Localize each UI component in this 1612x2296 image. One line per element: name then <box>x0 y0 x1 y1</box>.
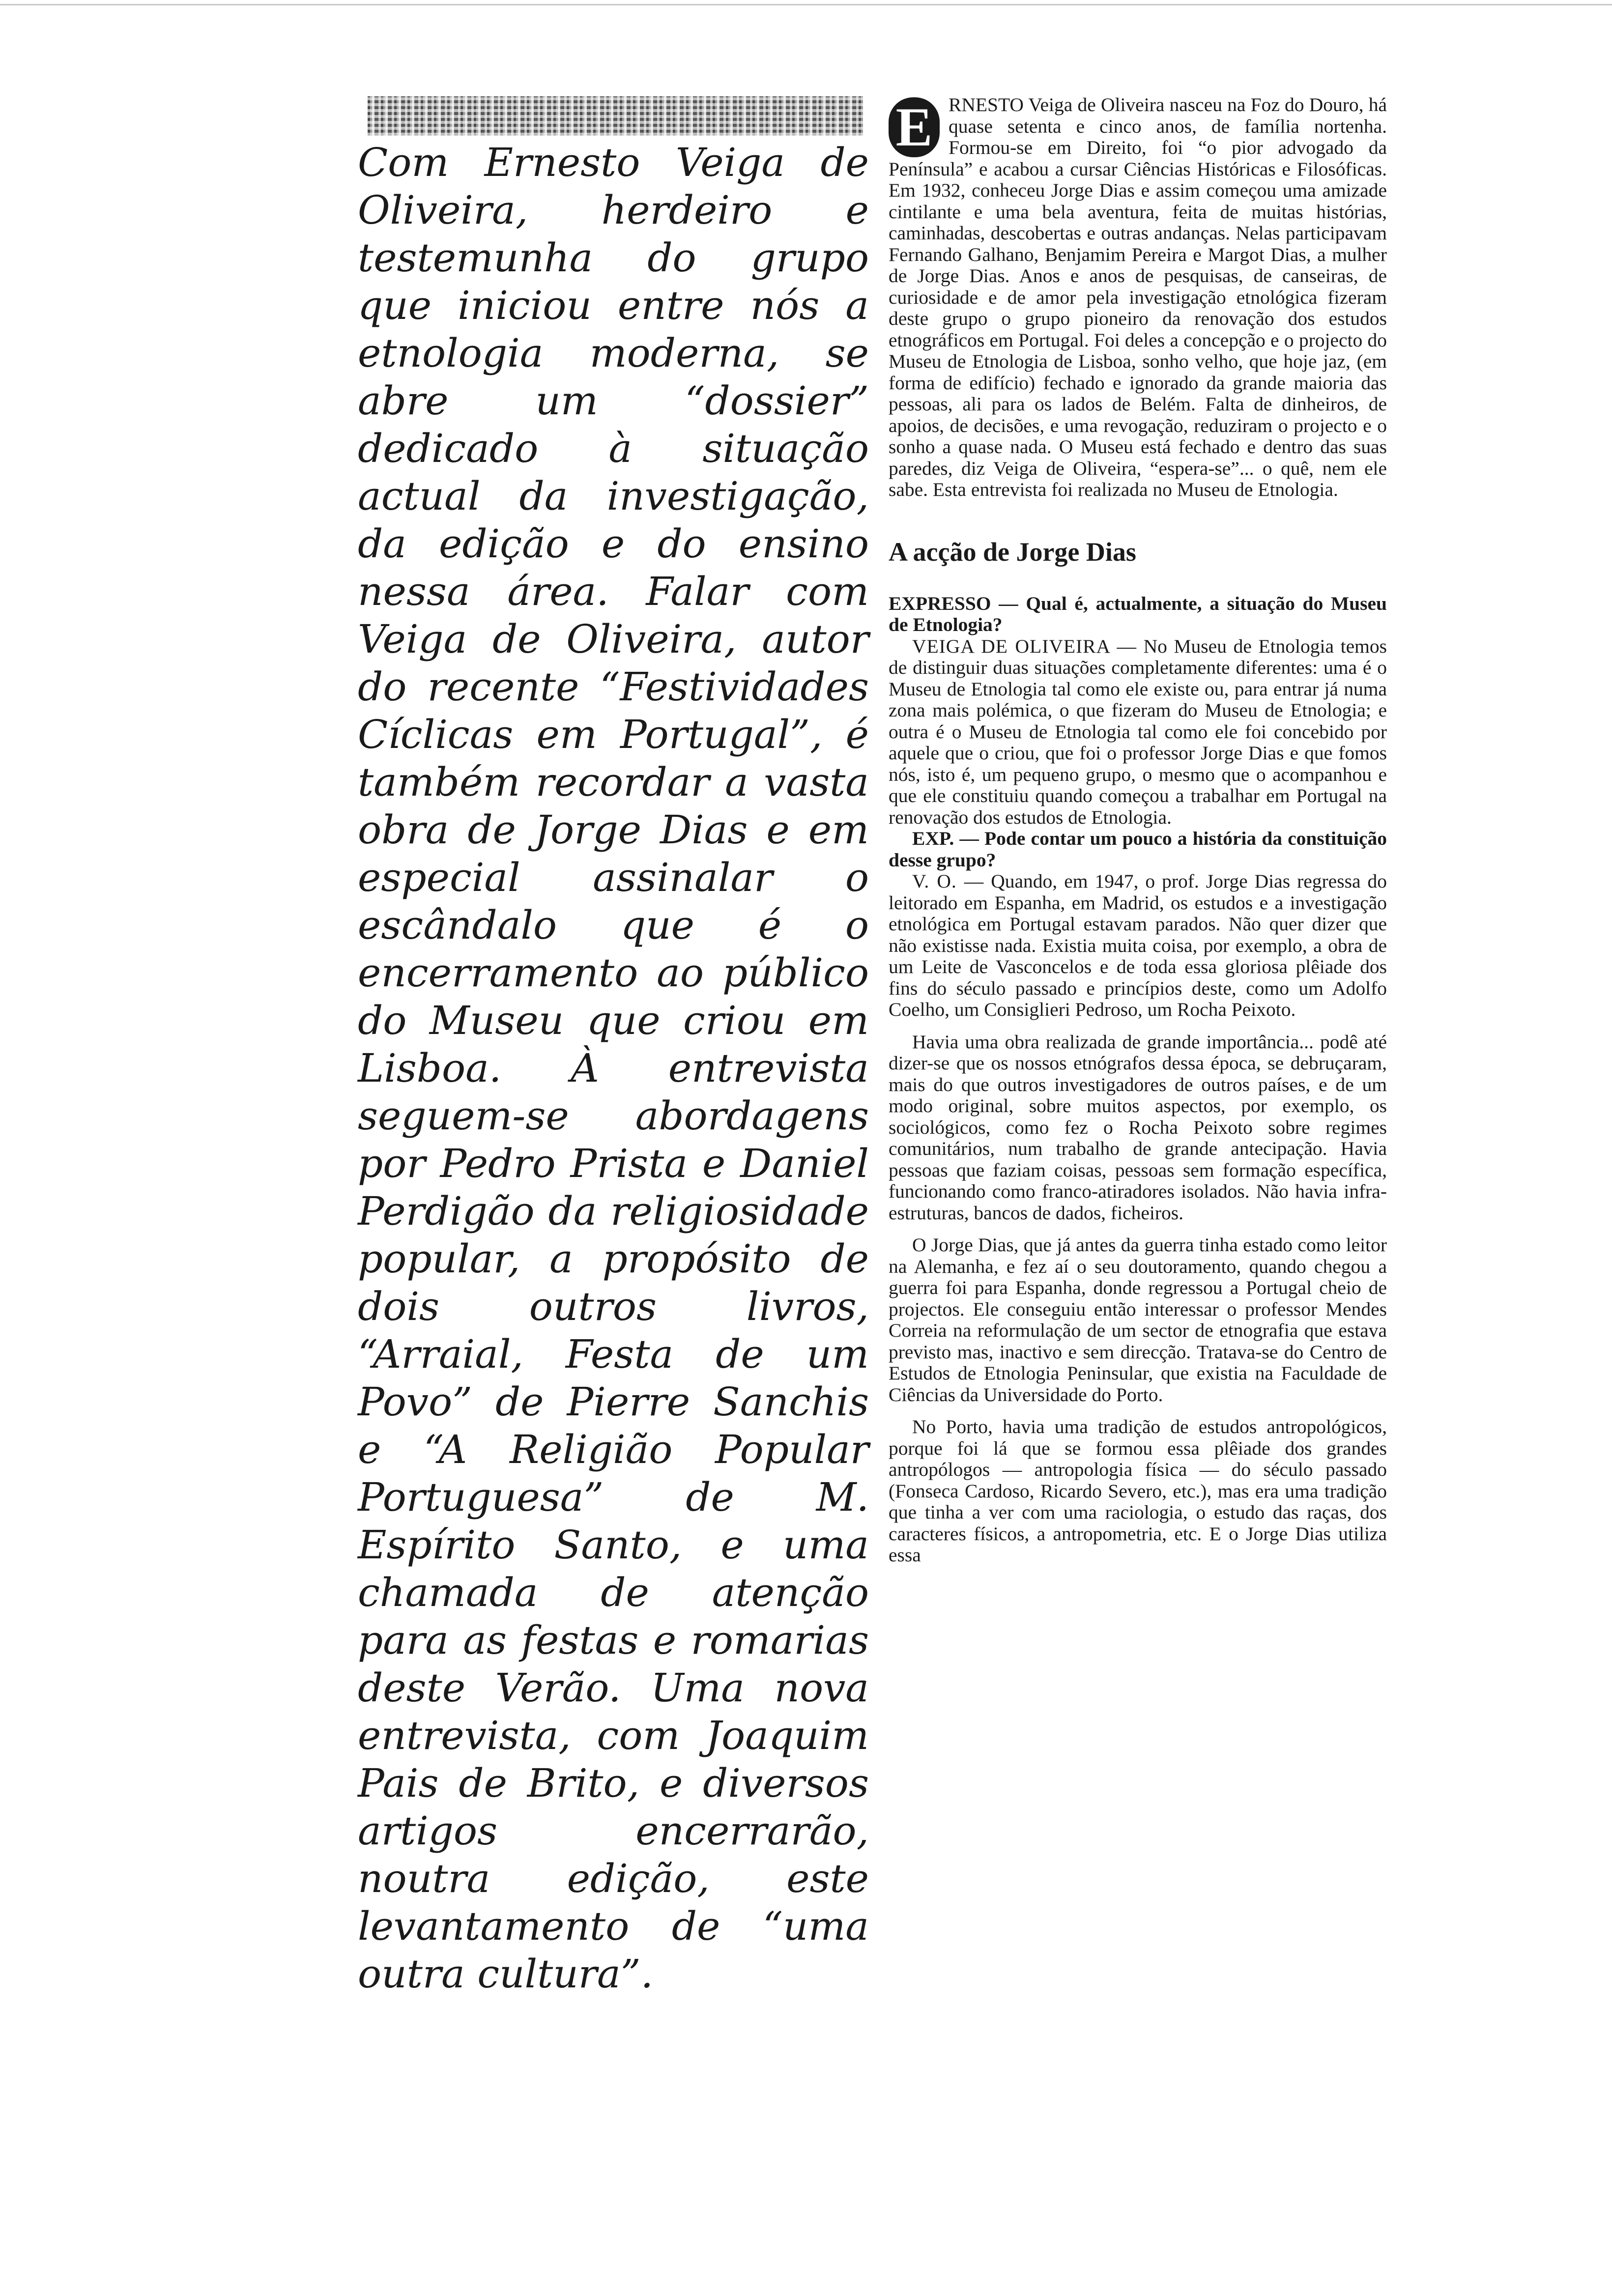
answer-2-text: Quando, em 1947, o prof. Jorge Dias regressa do leitorado em Espanha, em Madrid, os estudos e a investigação etnológica em Portugal estavam parados. Não quer dizer que não existisse nada. Existia muita coisa, por exemplo, a obra de um Leite de Vasconcelos e de toda essa gloriosa plêiade dos fins do século passado e princípios deste, como um Adolfo Coelho, um Consiglieri Pedroso, um Rocha Peixoto. <box>889 870 1387 1020</box>
intro-standfirst: Com Ernesto Veiga de Oliveira, herdeiro e testemunha do grupo que iniciou entre nós a etnologia moderna, se abre um “dossier” dedicado à situação actual da investigação, da edição e do ensino nessa área. Falar com Veiga de Oliveira, autor do recente “Festividades Cíclicas em Portugal”, é também recordar a vasta obra de Jorge Dias e em especial assinalar o escândalo que é o encerramento ao público do Museu que criou em Lisboa. À entrevista seguem-se abordagens por Pedro Prista e Daniel Perdigão da religiosidade popular, a propósito de dois outros livros, “Arraial, Festa de um Povo” de Pierre Sanchis e “A Religião Popular Portuguesa” de M. Espírito Santo, e uma chamada de atenção para as festas e romarias deste Verão. Uma nova entrevista, com Joaquim Pais de Brito, e diversos artigos encerrarão, noutra edição, este levantamento de “uma outra cultura”. <box>358 140 869 1997</box>
lead-text: RNESTO Veiga de Oliveira nasceu na Foz do Douro, há quase setenta e cinco anos, de família nortenha. Formou-se em Direito, foi “o pior advogado da Península” e acabou a cursar Ciências Históricas e Filosóficas. Em 1932, conheceu Jorge Dias e assim começou uma amizade cintilante e uma bela aventura, feita de muitas histórias, caminhadas, descobertas e outras andanças. Nelas participavam Fernando Galhano, Benjamim Pereira e Margot Dias, a mulher de Jorge Dias. Anos e anos de pesquisas, de canseiras, de curiosidade e de amor pela investigação etnológica fizeram deste grupo o grupo pioneiro da renovação dos estudos etnográficos em Portugal. Foi deles a concepção e o projecto do Museu de Etnologia de Lisboa, sonho velho, que hoje jaz, (em forma de edifício) fechado e ignorado da grande maioria das pessoas, ali para os lados de Belém. Falta de dinheiros, de apoios, de decisões, e uma revogação, reduziram o projecto e o sonho a quase nada. O Museu está fechado e dentro das suas paredes, diz Veiga de Oliveira, “espera-se”... o quê, nem ele sabe. Esta entrevista foi realizada no Museu de Etnologia. <box>889 94 1387 500</box>
speaker-label-2: V. O. — <box>912 870 984 892</box>
drop-cap: E <box>889 97 940 157</box>
scan-noise-band <box>368 96 863 136</box>
interview-question-1: EXPRESSO — Qual é, actualmente, a situação do Museu de Etnologia? <box>889 592 1387 635</box>
section-heading: A acção de Jorge Dias <box>889 537 1136 567</box>
speaker-label-1: VEIGA DE OLIVEIRA — <box>912 635 1137 657</box>
interview-question-2: EXP. — Pode contar um pouco a história da constituição desse grupo? <box>889 828 1387 871</box>
article-paragraph-5: No Porto, havia uma tradição de estudos antropológicos, porque foi lá que se formou essa plêiade dos grandes antropólogos — antropologia física — do século passado (Fonseca Cardoso, Ricardo Severo, etc.), mas era uma tradição que tinha a ver com uma raciologia, o estudo das raças, dos caracteres físicos, a antropometria, etc. E o Jorge Dias utiliza essa <box>889 1416 1387 1566</box>
answer-1-text: No Museu de Etnologia temos de distinguir duas situações completamente diferentes: uma é o Museu de Etnologia tal como ele existe ou, para entrar já numa zona mais polémica, o que fizeram do Museu de Etnologia; e outra é o Museu de Etnologia tal como ele foi concebido por aquele que o criou, que foi o professor Jorge Dias e que fomos nós, isto é, um pequeno grupo, o mesmo que o acompanhou e que ele constituiu quando começou a trabalhar em Portugal na renovação dos estudos de Etnologia. <box>889 635 1387 828</box>
interview-answer-2 <box>889 871 1387 1021</box>
page-top-rule <box>0 4 1612 5</box>
article-paragraph-4: O Jorge Dias, que já antes da guerra tinha estado como leitor na Alemanha, e fez aí o seu doutoramento, quando chegou a guerra foi para Espanha, donde regressou a Portugal cheio de projectos. Ele conseguiu então interessar o professor Mendes Correia na reformulação de um sector de etnografia que estava previsto mas, inactivo e sem direcção. Tratava-se do Centro de Estudos de Etnologia Peninsular, que existia na Faculdade de Ciências da Universidade do Porto. <box>889 1234 1387 1406</box>
interview-answer-1 <box>889 636 1387 829</box>
article-lead-paragraph <box>889 94 1387 501</box>
article-column <box>889 94 1387 1566</box>
article-paragraph-3: Havia uma obra realizada de grande importância... podê até dizer-se que os nossos etnógrafos dessa época, se debruçaram, mais do que outros investigadores de outros países, e de um modo original, sobre muitos aspectos, por exemplo, os sociológicos, como fez o Rocha Peixoto sobre regimes comunitários, num trabalho de grande antecipação. Havia pessoas que faziam coisas, pessoas sem formação específica, funcionando como franco-atiradores isolados. Não havia infra-estruturas, bancos de dados, ficheiros. <box>889 1031 1387 1224</box>
